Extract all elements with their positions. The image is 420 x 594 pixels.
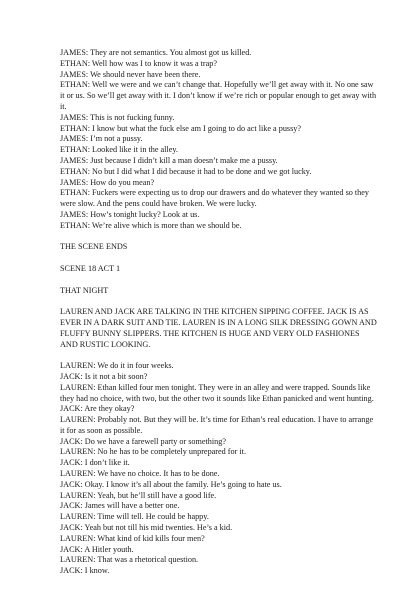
dialogue-line: JAMES: Just because I didn’t kill a man doesn’t make me a pussy.: [60, 155, 278, 165]
blank-line: [60, 350, 378, 361]
dialogue-line: ETHAN: Well we were and we can’t change that. Hopefully we’ll get away with it. No one saw it or us. So we’ll get away with it. I don’t know if we’re rich or popular enough to get away with it.: [60, 80, 377, 111]
dialogue-line: LAUREN: Time will tell. He could be happy.: [60, 512, 209, 522]
scene-heading: LAUREN AND JACK ARE TALKING IN THE KITCHEN SIPPING COFFEE. JACK IS AS EVER IN A DARK SUIT AND TIE. LAUREN IS IN A LONG SILK DRESSING GOWN AND FLUFFY BUNNY SLIPPERS. THE KITCHEN IS HUGE AND VERY OLD FASHIONES AND RUSTIC LOOKING.: [60, 307, 377, 349]
dialogue-line: JACK: A Hitler youth.: [60, 544, 134, 554]
dialogue-line: LAUREN: Ethan killed four men tonight. They were in an alley and were trapped. Sounds like they had no choice, with two, but the other two it sounds like Ethan panicked and went hunting.: [60, 382, 374, 403]
dialogue-line: LAUREN: No he has to be completely unprepared for it.: [60, 447, 246, 457]
document-body: [60, 48, 378, 577]
dialogue-line: JAMES: I’m not a pussy.: [60, 134, 143, 144]
dialogue-line: JACK: James will have a better one.: [60, 501, 180, 511]
blank-line: [60, 253, 378, 264]
dialogue-line: JACK: Is it not a bit soon?: [60, 371, 148, 381]
scene-heading: THE SCENE ENDS: [60, 242, 128, 252]
dialogue-line: JACK: I know.: [60, 566, 110, 576]
dialogue-line: ETHAN: We’re alive which is more than we should be.: [60, 220, 242, 230]
dialogue-line: JAMES: How’s tonight lucky? Look at us.: [60, 209, 200, 219]
dialogue-line: JACK: Okay. I know it’s all about the family. He’s going to hate us.: [60, 479, 282, 489]
dialogue-line: JAMES: We should never have been there.: [60, 69, 201, 79]
dialogue-line: LAUREN: That was a rhetorical question.: [60, 555, 199, 565]
dialogue-line: ETHAN: Well how was I to know it was a trap?: [60, 58, 217, 68]
dialogue-line: ETHAN: Looked like it in the alley.: [60, 145, 178, 155]
dialogue-line: LAUREN: We have no choice. It has to be done.: [60, 469, 220, 479]
dialogue-line: JAMES: How do you mean?: [60, 177, 155, 187]
dialogue-line: JACK: Are they okay?: [60, 404, 135, 414]
blank-line: [60, 296, 378, 307]
scene-heading: THAT NIGHT: [60, 285, 109, 295]
dialogue-line: JACK: Do we have a farewell party or something?: [60, 436, 226, 446]
scene-heading: SCENE 18 ACT 1: [60, 263, 121, 273]
dialogue-line: JAMES: This is not fucking funny.: [60, 112, 175, 122]
dialogue-line: LAUREN: Yeah, but he’ll still have a good life.: [60, 490, 217, 500]
blank-line: [60, 275, 378, 286]
dialogue-line: JACK: I don’t like it.: [60, 458, 130, 468]
dialogue-line: JAMES: They are not semantics. You almost got us killed.: [60, 48, 252, 57]
dialogue-line: LAUREN: We do it in four weeks.: [60, 361, 174, 371]
dialogue-line: ETHAN: No but I did what I did because it had to be done and we got lucky.: [60, 166, 312, 176]
blank-line: [60, 232, 378, 243]
dialogue-line: JACK: Yeah but not till his mid twenties. He’s a kid.: [60, 523, 233, 533]
dialogue-line: ETHAN: Fuckers were expecting us to drop our drawers and do whatever they wanted so they were slow. And the pens could have broken. We were lucky.: [60, 188, 369, 209]
dialogue-line: LAUREN: Probably not. But they will be. It’s time for Ethan’s real education. I have to arrange it for as soon as possible.: [60, 415, 374, 435]
dialogue-line: LAUREN: What kind of kid kills four men?: [60, 533, 205, 543]
dialogue-line: ETHAN: I know but what the fuck else am I going to do act like a pussy?: [60, 123, 302, 133]
